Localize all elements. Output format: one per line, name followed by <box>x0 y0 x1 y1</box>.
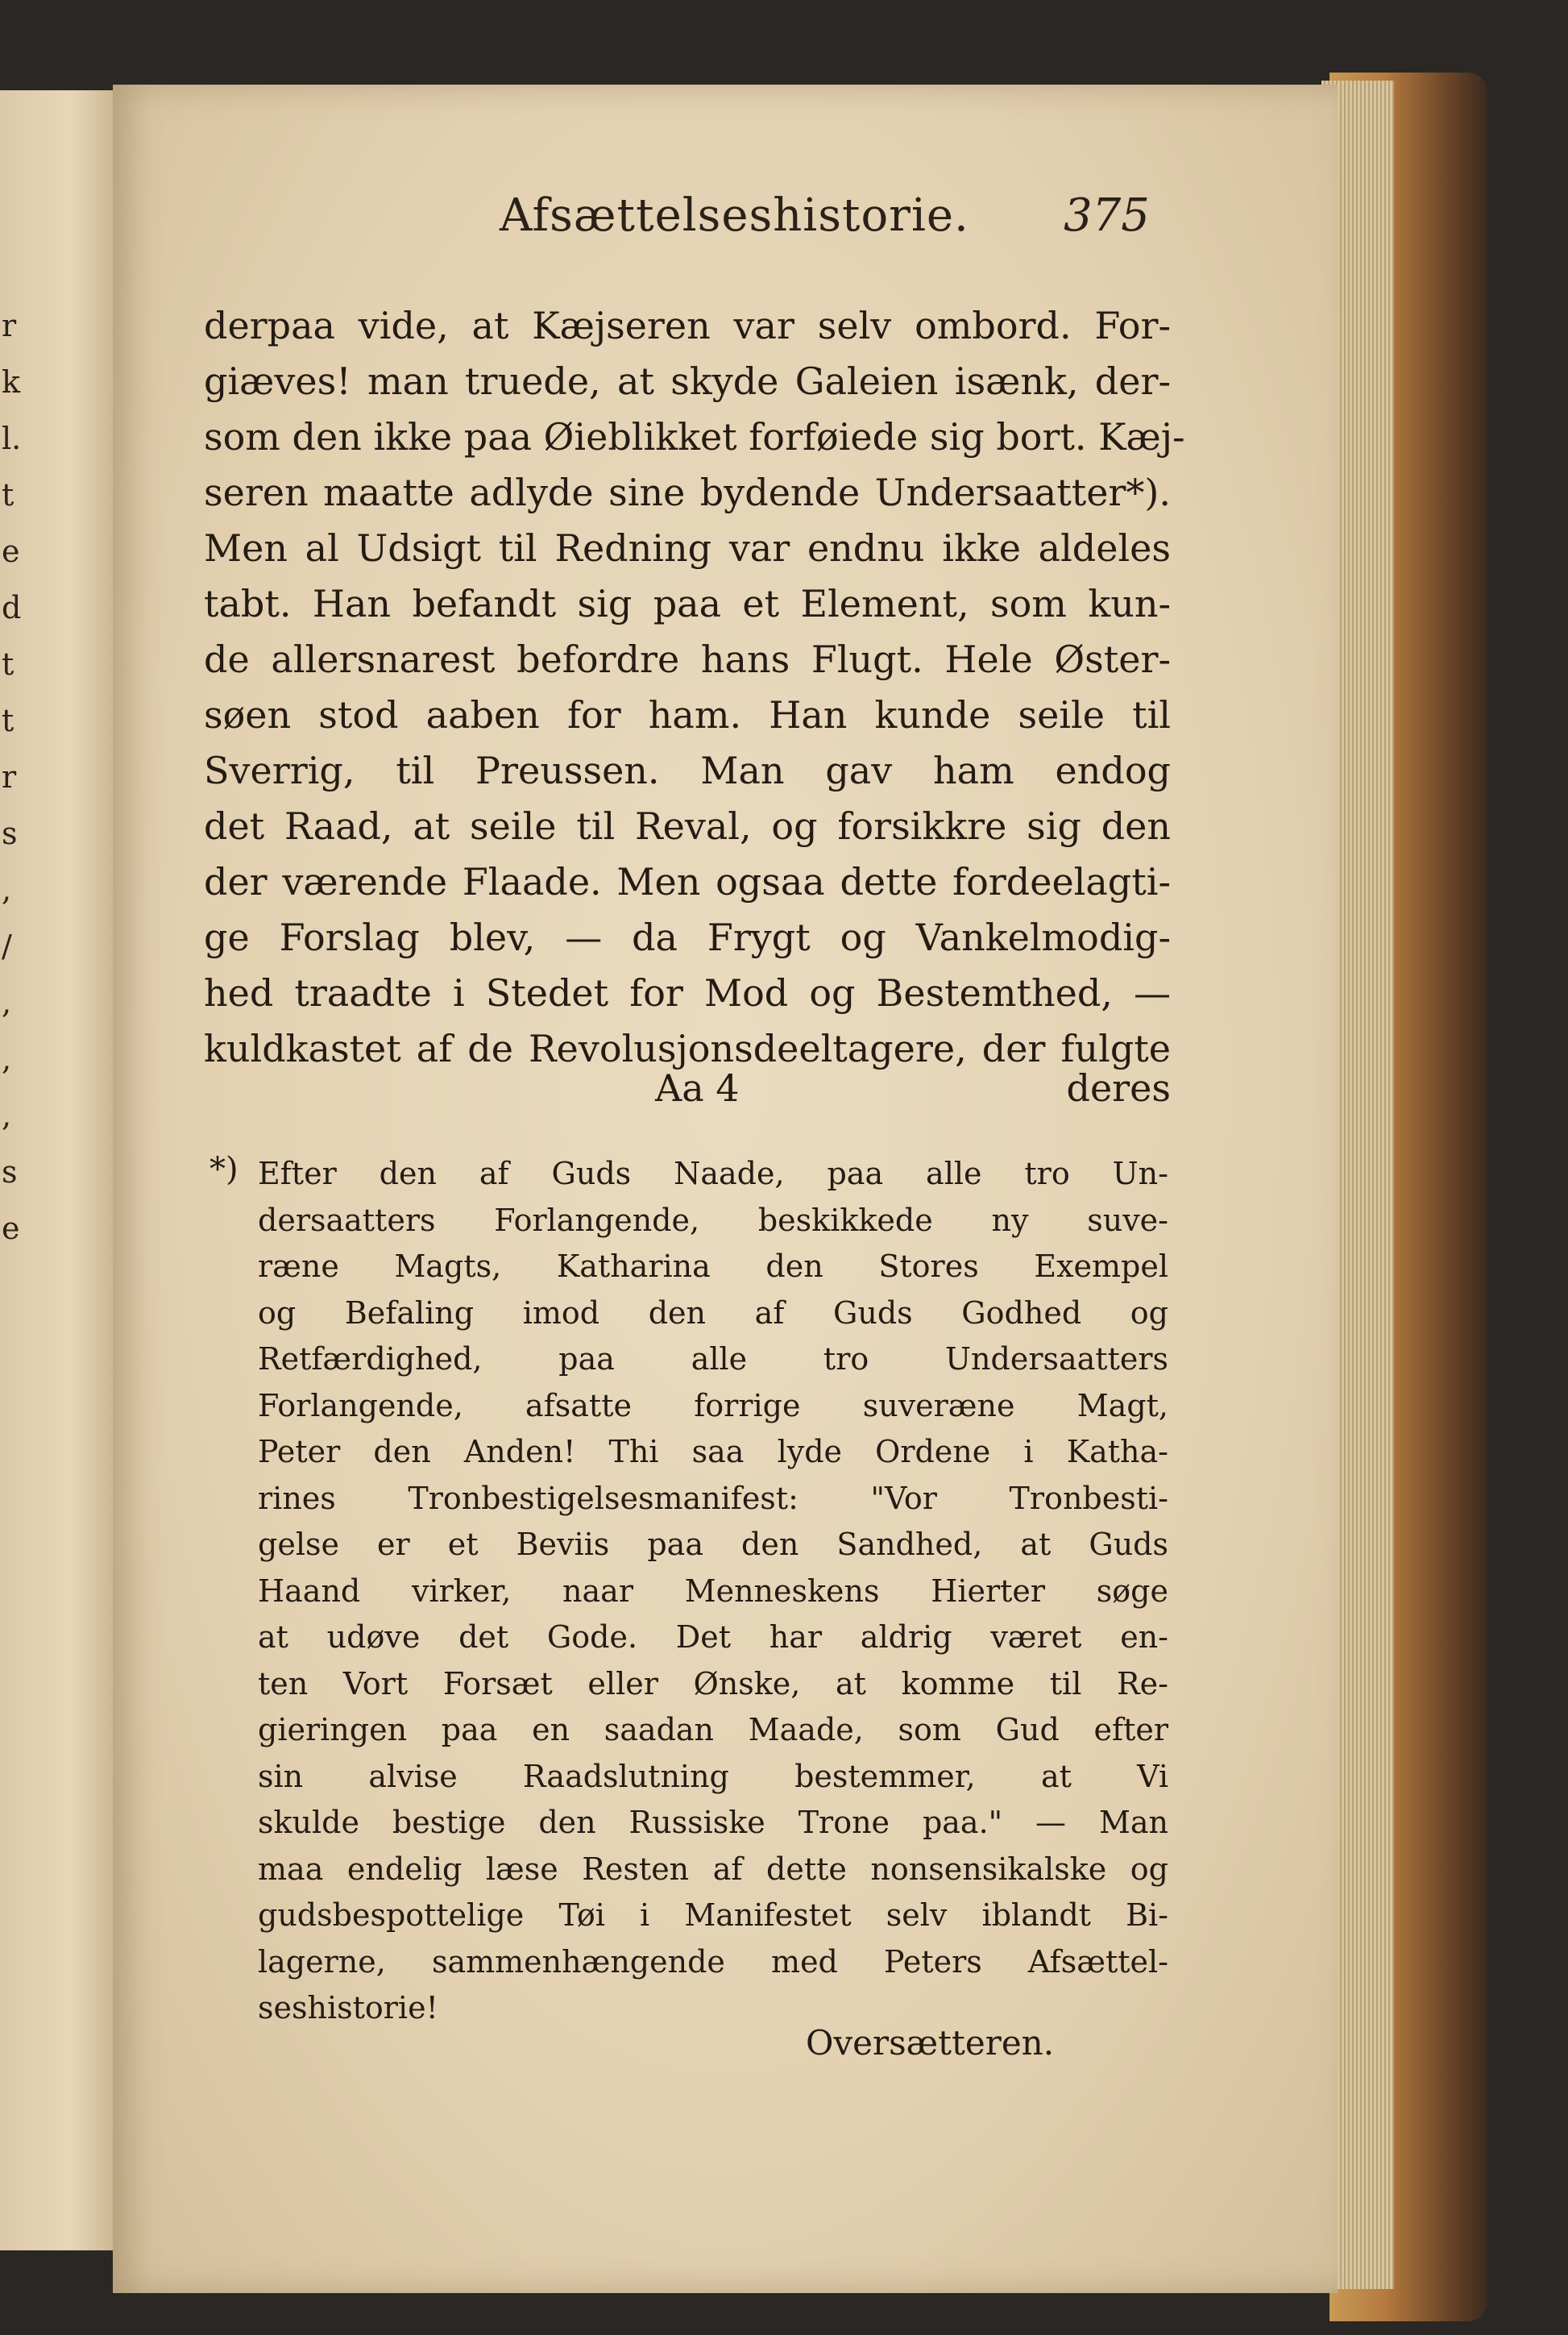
text-line: som den ikke paa Øieblikket forføiede sig bort. Kæj- <box>204 415 1185 459</box>
left-page-fragment: s <box>2 816 18 851</box>
text-line: kuldkastet af de Revolusjonsdeeltagere, der fulgte <box>204 1027 1171 1070</box>
text-line: de allersnarest befordre hans Flugt. Hele Øster- <box>204 638 1171 681</box>
footnote-line: maa endelig læse Resten af dette nonsensikalske og <box>258 1851 1168 1887</box>
footnote-line: seshistorie! <box>258 1990 438 2025</box>
footnote-line: at udøve det Gode. Det har aldrig været en- <box>258 1619 1168 1655</box>
left-page-fragment: , <box>2 985 12 1020</box>
left-page-fragment: t <box>2 703 15 738</box>
footnote-line: Forlangende, afsatte forrige suveræne Magt, <box>258 1387 1168 1423</box>
left-page-fragment: / <box>2 929 12 964</box>
body-text <box>204 298 1185 1077</box>
left-page-fragment: r <box>2 759 17 795</box>
footnote-line: ræne Magts, Katharina den Stores Exempel <box>258 1249 1168 1284</box>
text-line: det Raad, at seile til Reval, og forsikkre sig den <box>204 804 1171 848</box>
footnote-line: lagerne, sammenhængende med Peters Afsættel- <box>258 1943 1168 1980</box>
page-header <box>113 189 1338 246</box>
translator-signature: Oversætteren. <box>806 2023 1055 2063</box>
text-line: seren maatte adlyde sine bydende Undersaatter*). <box>204 471 1171 514</box>
text-line: ge Forslag blev, — da Frygt og Vankelmodig- <box>204 916 1171 959</box>
signature-row <box>204 1066 1171 1123</box>
footnote-line: sin alvise Raadslutning bestemmer, at Vi <box>258 1758 1168 1794</box>
running-title: Afsættelseshistorie. <box>500 189 969 242</box>
footnote-line: gieringen paa en saadan Maade, som Gud efter <box>258 1712 1168 1747</box>
footnote-line: Haand virker, naar Menneskens Hierter søge <box>258 1573 1168 1609</box>
signature-mark: Aa 4 <box>655 1066 740 1110</box>
left-page-fragment: l. <box>2 421 22 456</box>
footnote-marker: *) <box>209 1151 239 1188</box>
footnote-line: og Befaling imod den af Guds Godhed og <box>258 1294 1168 1331</box>
footnote-line: gelse er et Beviis paa den Sandhed, at Guds <box>258 1527 1168 1562</box>
footnote-line: gudsbespottelige Tøi i Manifestet selv iblandt Bi- <box>258 1897 1168 1933</box>
left-page-fragment: , <box>2 1098 12 1133</box>
footnote-line: rines Tronbestigelsesmanifest: "Vor Tronbesti- <box>258 1480 1168 1516</box>
left-page-fragment: k <box>2 364 21 400</box>
footnote-line: skulde bestige den Russiske Trone paa." — Man <box>258 1805 1168 1840</box>
text-line: søen stod aaben for ham. Han kunde seile til <box>204 693 1171 737</box>
text-line: hed traadte i Stedet for Mod og Bestemthed, — <box>204 971 1171 1015</box>
footnote-line: dersaatters Forlangende, beskikkede ny suve- <box>258 1202 1168 1238</box>
footnote-line: Retfærdighed, paa alle tro Undersaatters <box>258 1341 1168 1377</box>
left-page-edge <box>0 90 122 2250</box>
left-page-fragment: e <box>2 534 20 569</box>
page-number: 375 <box>1064 189 1150 242</box>
footnote <box>209 1151 1168 2032</box>
text-line: Men al Udsigt til Redning var endnu ikke aldeles <box>204 526 1171 570</box>
footnote-line: ten Vort Forsæt eller Ønske, at komme til Re- <box>258 1665 1168 1701</box>
left-page-fragment: , <box>2 872 12 908</box>
left-page-fragment: , <box>2 1041 12 1077</box>
catchword: deres <box>1066 1066 1171 1110</box>
left-page-fragment: e <box>2 1211 20 1246</box>
text-line: derpaa vide, at Kæjseren var selv ombord. For- <box>204 304 1171 347</box>
text-line: Sverrig, til Preussen. Man gav ham endog <box>204 749 1171 792</box>
left-page-fragment: d <box>2 590 22 625</box>
text-line: giæves! man truede, at skyde Galeien isænk, der- <box>204 359 1171 403</box>
text-line: der værende Flaade. Men ogsaa dette fordeelagti- <box>204 860 1171 904</box>
text-line: tabt. Han befandt sig paa et Element, som kun- <box>204 582 1171 625</box>
left-page-fragment: t <box>2 646 15 682</box>
left-page-fragment: s <box>2 1154 18 1190</box>
left-page-fragment: r <box>2 308 17 343</box>
footnote-line: Peter den Anden! Thi saa lyde Ordene i Katha- <box>258 1434 1168 1469</box>
footnote-line: Efter den af Guds Naade, paa alle tro Un- <box>258 1156 1168 1191</box>
left-page-fragment: t <box>2 477 15 513</box>
